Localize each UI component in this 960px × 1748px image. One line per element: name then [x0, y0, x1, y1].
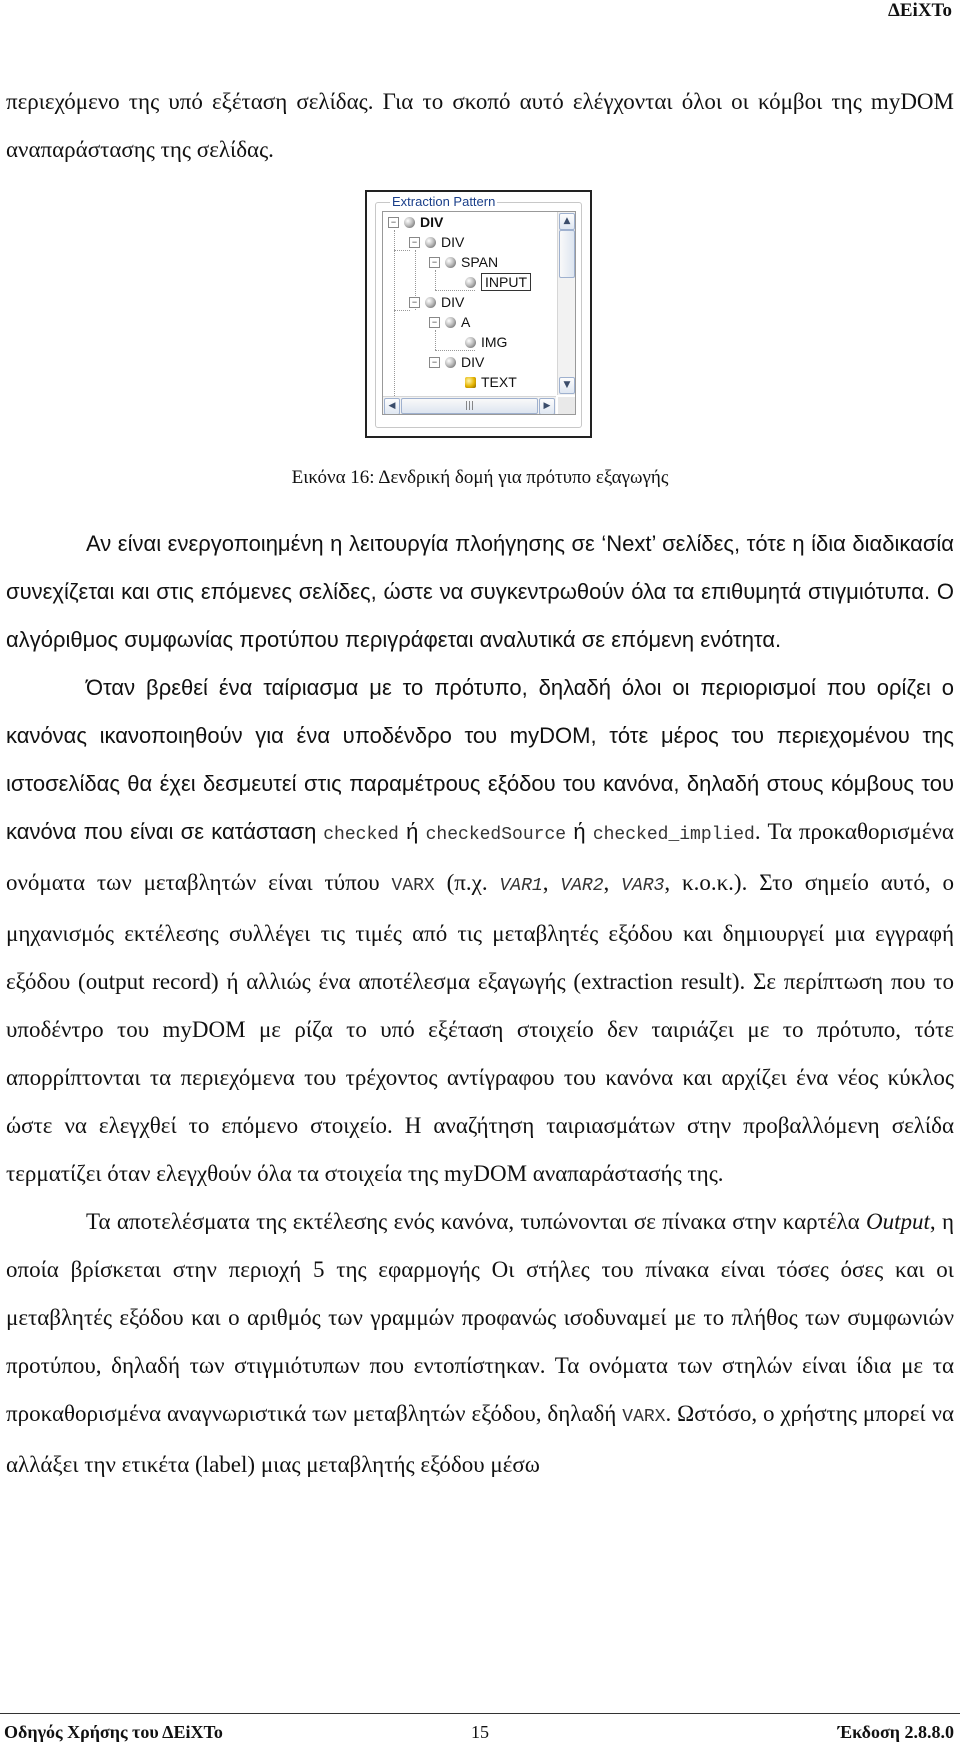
extraction-pattern-figure	[365, 190, 592, 438]
tree-node-label: DIV	[420, 214, 444, 230]
paragraph-text: Τα αποτελέσματα της εκτέλεσης ενός κανόνα, τυπώνονται σε πίνακα στην καρτέλα	[86, 1209, 867, 1234]
tree-node-label: DIV	[461, 354, 485, 370]
pattern-tree-view[interactable]	[382, 211, 576, 415]
page-number: 15	[471, 1722, 489, 1742]
code-varx: VARX	[622, 1407, 666, 1427]
collapse-icon[interactable]: −	[429, 317, 440, 328]
node-bullet-icon	[404, 217, 415, 228]
paragraph-matching	[6, 664, 954, 1198]
scrollbar-corner	[558, 397, 575, 414]
node-bullet-icon	[425, 297, 436, 308]
tree-node[interactable]	[429, 352, 484, 372]
paragraph-output	[6, 1198, 954, 1489]
tree-node-label: TEXT	[481, 374, 517, 390]
code-varx: VARX	[391, 876, 435, 896]
body-text	[6, 520, 954, 1489]
paragraph-text: Όταν βρεθεί ένα ταίριασμα με το πρότυπο, δηλαδή όλοι οι περιορισμοί που ορίζει ο κανόνας ικανοποιηθούν για ένα υποδένδρο του myDOM, τότε μέρος του περιεχομένου της ιστοσελίδας θα έχει δεσμευτεί στις παραμέτρους εξόδου του κανόνα, δηλαδή στους κόμβους του κανόνα που είναι σε κατάσταση	[6, 675, 954, 844]
node-bullet-icon	[445, 257, 456, 268]
tree-node-label: DIV	[441, 294, 465, 310]
tree-node[interactable]	[388, 212, 443, 232]
code-var1: VAR1	[499, 876, 543, 896]
intro-paragraph: περιεχόμενο της υπό εξέταση σελίδας. Για το σκοπό αυτό ελέγχονται όλοι οι κόμβοι της myDOM αναπαράστασης της σελίδας.	[6, 89, 954, 162]
text-node-icon	[465, 377, 476, 388]
figure-caption: Εικόνα 16: Δενδρική δομή για πρότυπο εξαγωγής	[291, 467, 669, 488]
collapse-icon[interactable]: −	[409, 297, 420, 308]
tree-node[interactable]	[409, 292, 464, 312]
paragraph-text: (π.χ.	[434, 870, 500, 895]
footer-guide-title: Οδηγός Χρήσης του ΔΕiΧΤο	[4, 1722, 223, 1742]
code-var2: VAR2	[560, 876, 604, 896]
scroll-left-icon[interactable]: ◀	[384, 398, 400, 415]
horizontal-scroll-thumb[interactable]: |||	[401, 398, 538, 414]
tree-node-label: INPUT	[481, 273, 531, 291]
paragraph-text: ,	[603, 870, 622, 895]
paragraph-navigation: Αν είναι ενεργοποιημένη η λειτουργία πλοήγησης σε ‘Next’ σελίδες, τότε η ίδια διαδικασία συνεχίζεται και στις επόμενες σελίδες, ώστε να συγκεντρωθούν όλα τα επιθυμητά στιγμιότυπα. Ο αλγόριθμος συμφωνίας προτύπου περιγράφεται αναλυτικά σε επόμενη ενότητα.	[6, 531, 954, 652]
code-checked-source: checkedSource	[425, 825, 567, 845]
paragraph-text: . Ωστόσο, ο χρήστης μπορεί να αλλάξει την ετικέτα (label) μιας μεταβλητής εξόδου μέσω	[6, 1401, 955, 1477]
tree-node[interactable]	[429, 312, 470, 332]
horizontal-scrollbar[interactable]	[383, 396, 556, 414]
paragraph-text: , κ.ο.κ.). Στο σημείο αυτό, ο μηχανισμός εκτέλεσης συλλέγει τις τιμές από τις μεταβλητές εξόδου και δημιουργεί μια εγγραφή εξόδου (output record) ή αλλιώς ένα αποτέλεσμα εξαγωγής (extraction result). Σε περίπτωση που το υποδέντρο του myDOM με ρίζα το υπό εξέταση στοιχείο δεν ταιριάζει με το πρότυπο, τότε απορρίπτονται τα περιεχόμενα του τρέχοντος αντίγραφου του κανόνα και αρχίζει ένα νέος κύκλος ώστε να ελεγχθεί το επόμενο στοιχείο. Η αναζήτηση ταιριασμάτων στην προβαλλόμενη σελίδα τερματίζει όταν ελεγχθούν όλα τα στοιχεία της myDOM αναπαράστασής της.	[6, 870, 955, 1186]
tree-node-label: IMG	[481, 334, 508, 350]
scroll-right-icon[interactable]: ▶	[539, 398, 555, 415]
node-bullet-icon	[445, 317, 456, 328]
collapse-icon[interactable]: −	[429, 357, 440, 368]
node-bullet-icon	[445, 357, 456, 368]
tree-node[interactable]	[409, 232, 464, 252]
tree-node[interactable]	[429, 252, 498, 272]
footer-version: Έκδοση 2.8.8.0	[837, 1722, 954, 1742]
output-tab-name: Output	[866, 1209, 930, 1234]
paragraph-text: , η οποία βρίσκεται στην περιοχή 5 της εφαρμογής Οι στήλες του πίνακα είναι τόσες όσες και οι μεταβλητές εξόδου και ο αριθμός των γραμμών προφανώς ισοδυναμεί με το πλήθος των συμφωνιών προτύπου, δηλαδή των στιγμιότυπων που εντοπίστηκαν. Τα ονόματα των στηλών είναι ίδια με τα προκαθορισμένα αναγνωριστικά των μεταβλητών εξόδου, δηλαδή	[6, 1209, 955, 1426]
extraction-pattern-groupbox	[375, 194, 582, 428]
paragraph-text: ή	[566, 819, 593, 844]
intro-text	[6, 78, 954, 174]
vertical-scrollbar[interactable]	[557, 212, 575, 395]
tree-node-label: SPAN	[461, 254, 499, 270]
paragraph-text: . Τα προκαθορισμένα ονόματα των μεταβλητών είναι τύπου	[6, 819, 954, 895]
tree-node-label: A	[461, 314, 471, 330]
paragraph-text: ή	[398, 819, 426, 844]
vertical-scroll-thumb[interactable]	[559, 230, 575, 278]
node-bullet-icon	[465, 337, 476, 348]
tree-node-selected[interactable]	[465, 272, 531, 292]
paragraph-text: ,	[542, 870, 561, 895]
document-header: ΔΕiΧΤο	[887, 0, 952, 21]
code-checked-implied: checked_implied	[592, 825, 755, 845]
scroll-up-icon[interactable]: ▲	[559, 213, 575, 230]
node-bullet-icon	[465, 277, 476, 288]
tree-node[interactable]	[465, 332, 507, 352]
node-bullet-icon	[425, 237, 436, 248]
groupbox-label: Extraction Pattern	[392, 194, 496, 209]
scroll-down-icon[interactable]: ▼	[559, 377, 575, 394]
collapse-icon[interactable]: −	[388, 217, 399, 228]
document-footer	[0, 1713, 960, 1748]
figure-frame	[365, 190, 592, 438]
code-var3: VAR3	[621, 876, 665, 896]
collapse-icon[interactable]: −	[409, 237, 420, 248]
collapse-icon[interactable]: −	[429, 257, 440, 268]
code-checked: checked	[323, 825, 399, 845]
tree-node-label: DIV	[441, 234, 465, 250]
tree-node[interactable]	[465, 372, 517, 392]
